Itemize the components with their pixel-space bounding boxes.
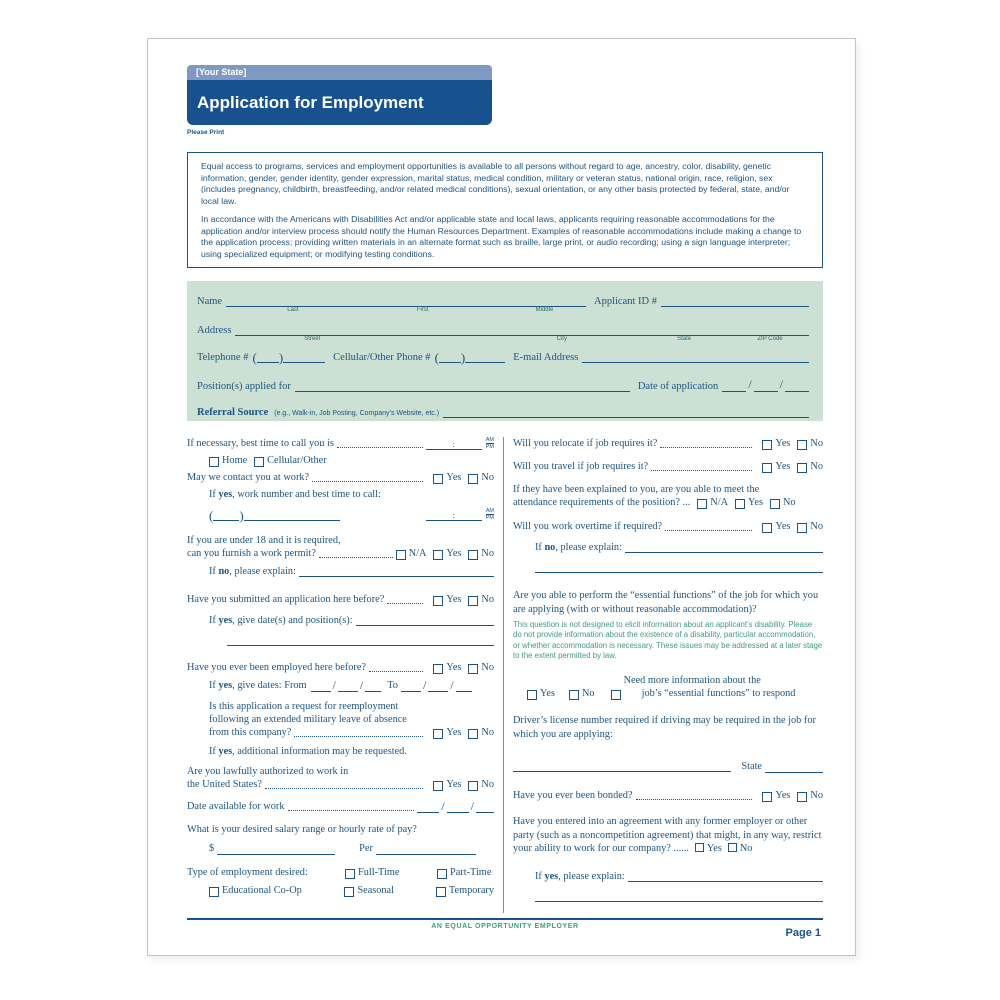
full-time-label: Full-Time (358, 867, 400, 878)
no-checkbox[interactable] (468, 781, 478, 791)
attendance-question-line2 (513, 496, 823, 509)
date-segment[interactable] (311, 680, 331, 692)
date-slash: / (470, 799, 474, 813)
telephone-label: Telephone # (197, 352, 249, 363)
yes-label: Yes (748, 497, 763, 508)
relocate-label: Will you relocate if job requires it? (513, 438, 658, 449)
bonded-label: Have you ever been bonded? (513, 790, 633, 802)
am-label: AM (485, 437, 494, 443)
paren-close: ) (239, 508, 244, 523)
lawfully-authorized-line2 (187, 778, 494, 791)
yes-checkbox[interactable] (762, 523, 772, 533)
date-slash: / (359, 678, 364, 692)
date-segment[interactable] (456, 680, 472, 692)
yes-emphasis: yes (218, 746, 233, 757)
no-label: No (481, 548, 494, 559)
state-tab: [Your State] (187, 65, 492, 80)
no-label: No (481, 662, 494, 673)
name-row (197, 295, 809, 313)
date-available-field[interactable] (417, 800, 494, 813)
date-of-application-field[interactable] (722, 377, 809, 392)
cellular-area-field[interactable] (439, 351, 461, 363)
date-available-question (187, 800, 494, 813)
temporary-label: Temporary (448, 885, 494, 896)
best-time-label: If necessary, best time to call you is (187, 438, 334, 449)
yes-checkbox[interactable] (762, 463, 772, 473)
paren-open: ( (434, 350, 439, 365)
if-yes-explain-text: , please explain: (558, 870, 625, 882)
no-emphasis: no (544, 542, 556, 553)
yes-checkbox[interactable] (695, 843, 704, 852)
paren-open: ( (252, 350, 257, 365)
position-label: Position(s) applied for (197, 381, 291, 392)
seasonal-label: Seasonal (357, 885, 394, 896)
salary-question-label: What is your desired salary range or hourly rate of pay? (187, 824, 417, 835)
address-row (197, 324, 809, 342)
work-number-field[interactable] (244, 509, 340, 521)
yes-emphasis: yes (218, 615, 233, 626)
no-emphasis: no (218, 566, 230, 577)
email-label: E-mail Address (513, 352, 579, 363)
contact-info-panel (187, 281, 823, 421)
if-prefix: If (209, 489, 219, 500)
no-checkbox[interactable] (468, 474, 478, 484)
submitted-before-label: Have you submitted an application here before? (187, 594, 385, 605)
application-form-page (147, 38, 856, 956)
need-more-line1: Need more information about the (623, 675, 761, 687)
reemployment-text-2: following an extended military leave of absence (209, 714, 407, 725)
dates-positions-continuation (227, 645, 494, 647)
license-number-field[interactable] (513, 771, 731, 772)
employed-before-question (187, 661, 494, 674)
cellular-other-label: Cellular/Other (267, 455, 327, 466)
salary-period-field[interactable] (376, 843, 476, 855)
if-yes-explain-row (535, 870, 823, 883)
no-label: No (783, 497, 796, 508)
page-title: Application for Employment (187, 80, 492, 125)
yes-label: Yes (775, 521, 791, 532)
yes-checkbox[interactable] (527, 690, 537, 700)
paren-close: ) (460, 350, 466, 365)
educational-coop-option (187, 884, 344, 897)
need-more-info-text (624, 674, 796, 700)
salary-fields-row (209, 842, 494, 855)
yes-label: Yes (775, 461, 791, 472)
ampm-label (486, 437, 494, 450)
best-time-field[interactable]: : (426, 438, 482, 450)
date-slash: / (450, 678, 454, 692)
if-yes-dates-positions-row (209, 614, 494, 627)
if-prefix: If (535, 870, 545, 882)
yes-emphasis: yes (544, 870, 559, 882)
under-18-question-line2 (187, 547, 494, 560)
full-time-option (345, 866, 437, 879)
yes-label: Yes (775, 790, 791, 802)
if-prefix: If (209, 680, 219, 691)
yes-label: Yes (446, 548, 462, 559)
paren-close: ) (278, 350, 284, 365)
yes-label: Yes (446, 472, 462, 483)
to-date-field[interactable] (401, 679, 472, 692)
no-label: No (481, 727, 494, 738)
date-segment[interactable] (417, 801, 439, 813)
essential-functions-options (513, 674, 823, 700)
address-label: Address (197, 325, 232, 336)
reemployment-line1 (209, 700, 494, 713)
explain-continuation-2 (535, 901, 823, 903)
under-18-text-1: If you are under 18 and it is required, (187, 535, 341, 546)
telephone-field-line[interactable] (283, 351, 325, 363)
if-yes-dates-text: , give dates: From (232, 680, 307, 691)
work-area-field[interactable] (213, 509, 239, 521)
yes-label: Yes (540, 688, 555, 700)
sublabel-state: State (677, 336, 692, 342)
notice-paragraph-2: In accordance with the Americans with Disabilities Act and/or applicable state and local laws, applicants requiring reasonable accommodations for the application and/or interview process should notify the Human Resources Department. Examples of reasonable accommodations include making a change to the application process; providing written materials in an alternate format such as braille, large print, or audio recording; using a sign language interpreter; using specialized equipment; or modifying testing conditions. (201, 213, 802, 260)
date-available-label: Date available for work (187, 801, 285, 812)
no-label: No (481, 472, 494, 483)
dates-positions-field-line[interactable] (356, 625, 494, 626)
yes-checkbox[interactable] (762, 792, 772, 802)
attendance-text-2: attendance requirements of the position? ... (513, 497, 691, 508)
explain-field-line-2[interactable] (535, 901, 823, 902)
employed-before-label: Have you ever been employed here before? (187, 662, 366, 673)
if-yes-work-text: , work number and best time to call: (232, 489, 381, 500)
if-yes-work-number-note (209, 488, 494, 501)
applicant-id-field-line[interactable] (661, 295, 809, 307)
na-label: N/A (408, 548, 427, 559)
reemployment-text-3: from this company? (209, 727, 292, 738)
no-checkbox[interactable] (468, 664, 478, 674)
to-label: To (387, 680, 398, 691)
left-question-column (187, 437, 494, 913)
license-state-field[interactable] (765, 761, 823, 773)
home-label: Home (222, 455, 248, 466)
referral-row (197, 406, 809, 418)
name-field-line[interactable] (226, 295, 586, 313)
referral-source-label: Referral Source (197, 407, 269, 418)
na-checkbox[interactable] (396, 550, 406, 560)
no-label: No (739, 843, 753, 855)
date-segment[interactable] (754, 380, 778, 392)
yes-checkbox[interactable] (433, 781, 443, 791)
explain-continuation (535, 572, 823, 574)
yes-checkbox[interactable] (762, 440, 772, 450)
phone-type-options (209, 454, 494, 467)
yes-checkbox[interactable] (433, 596, 443, 606)
employment-type-row1 (187, 866, 494, 879)
lawfully-authorized-text-2: the United States? (187, 779, 262, 790)
date-slash: / (422, 678, 427, 692)
if-yes-additional-note (209, 745, 494, 758)
yes-checkbox[interactable] (433, 729, 443, 739)
sublabel-zip: ZIP Code (757, 336, 783, 342)
date-segment[interactable] (476, 801, 494, 813)
travel-question (513, 460, 823, 473)
if-yes-give-dates-row (209, 679, 494, 692)
temporary-checkbox[interactable] (436, 887, 446, 897)
lawfully-authorized-line1 (187, 765, 494, 778)
equal-opportunity-text: AN EQUAL OPPORTUNITY EMPLOYER (431, 923, 579, 930)
dot-leader (387, 603, 423, 604)
essential-functions-question: Are you able to perform the “essential functions” of the job for which you are applying (with or without reasonable accommodation)? (513, 590, 819, 615)
name-label: Name (197, 296, 223, 307)
seasonal-option (344, 884, 436, 897)
no-label: No (810, 461, 823, 472)
if-no-explain-text: , please explain: (229, 566, 296, 577)
explain-field-line-2[interactable] (535, 572, 823, 573)
pm-label: PM (485, 444, 494, 450)
travel-label: Will you travel if job requires it? (513, 461, 649, 472)
dot-leader (636, 799, 753, 800)
na-label: N/A (710, 497, 729, 508)
full-time-checkbox[interactable] (345, 869, 355, 879)
phone-row (197, 351, 809, 363)
date-segment[interactable] (447, 801, 469, 813)
dot-leader (369, 671, 423, 672)
best-time-question (187, 437, 494, 450)
date-slash: / (779, 377, 783, 391)
no-checkbox[interactable] (569, 690, 579, 700)
part-time-option (437, 866, 491, 879)
date-of-application-label: Date of application (637, 381, 719, 392)
no-label: No (481, 594, 494, 605)
yes-label: Yes (706, 843, 722, 855)
explain-field-line[interactable] (299, 576, 494, 577)
referral-source-hint: (e.g., Walk-in, Job Posting, Company’s Website, etc.) (274, 410, 440, 417)
attendance-text-1: If they have been explained to you, are you able to meet the (513, 484, 760, 495)
date-segment[interactable] (722, 380, 746, 392)
dollar-sign: $ (209, 843, 215, 854)
sublabel-first: First (416, 307, 429, 313)
no-checkbox[interactable] (468, 596, 478, 606)
no-checkbox[interactable] (728, 843, 737, 852)
if-yes-datepos-text: , give date(s) and position(s): (232, 615, 353, 626)
yes-checkbox[interactable] (433, 474, 443, 484)
yes-emphasis: yes (218, 680, 233, 691)
ampm-label (486, 508, 494, 521)
cellular-label: Cellular/Other Phone # (333, 352, 431, 363)
date-segment[interactable] (428, 680, 448, 692)
footer-rule (187, 918, 823, 920)
sublabel-last: Last (287, 307, 299, 313)
equal-access-notice (187, 152, 823, 268)
sublabel-city: City (556, 336, 567, 342)
na-checkbox[interactable] (697, 499, 707, 509)
no-checkbox[interactable] (797, 440, 807, 450)
work-best-time-field[interactable]: : (426, 509, 482, 521)
no-checkbox[interactable] (770, 499, 780, 509)
explain-field-line[interactable] (628, 881, 823, 882)
lawfully-authorized-text-1: Are you lawfully authorized to work in (187, 766, 349, 777)
yes-checkbox[interactable] (433, 550, 443, 560)
dot-leader (312, 481, 423, 482)
drivers-license-fields (513, 760, 823, 773)
page-number: Page 1 (785, 927, 821, 939)
under-18-question-line1 (187, 534, 494, 547)
no-checkbox[interactable] (797, 463, 807, 473)
temporary-option (436, 884, 494, 897)
address-field-line[interactable] (235, 324, 809, 342)
yes-label: Yes (446, 662, 462, 673)
per-label: Per (359, 843, 373, 854)
noncompete-text: Have you entered into an agreement with any former employer or other party (such as a noncompetition agreement) that might, in any way, restrict your ability to work for our company? ...... (513, 816, 822, 855)
dot-leader (294, 736, 423, 737)
educational-coop-label: Educational Co-Op (222, 885, 302, 896)
dot-leader (660, 447, 752, 448)
need-more-line2: job’s “essential functions” to respond (641, 688, 796, 700)
no-checkbox[interactable] (797, 792, 807, 802)
if-prefix: If (209, 566, 219, 577)
applicant-id-label: Applicant ID # (594, 296, 657, 307)
state-label: State (741, 761, 762, 773)
date-segment[interactable] (785, 380, 809, 392)
contact-at-work-label: May we contact you at work? (187, 472, 310, 483)
date-segment[interactable] (338, 680, 358, 692)
reemployment-text-1: Is this application a request for reemployment (209, 701, 399, 712)
no-label: No (581, 688, 595, 700)
no-checkbox[interactable] (468, 550, 478, 560)
sublabel-middle: Middle (535, 307, 554, 313)
if-prefix: If (209, 615, 219, 626)
relocate-question (513, 437, 823, 450)
dot-leader (665, 530, 752, 531)
drivers-license-question: Driver’s license number required if driving may be required in the job for which you are applying: (513, 715, 816, 740)
right-question-column (503, 437, 823, 913)
contact-at-work-question (187, 471, 494, 484)
dot-leader (337, 447, 423, 448)
paren-open: ( (209, 508, 214, 523)
dot-leader (265, 788, 424, 789)
employment-type-row2 (187, 884, 494, 897)
no-label: No (810, 521, 823, 532)
essential-functions-note: This question is not designed to elicit information about an applicant’s disability. Please do not provide information about the existence of a disability, particular accommodation, or whether accommodation is necessary. These issues may be addressed at a later stage to the extent permitted by law. (513, 620, 823, 660)
yes-checkbox[interactable] (735, 499, 745, 509)
yes-label: Yes (446, 727, 462, 738)
date-slash: / (441, 799, 445, 813)
email-field-line[interactable] (582, 351, 809, 363)
sublabel-street: Street (304, 336, 321, 342)
pm-label: PM (485, 515, 494, 521)
yes-label: Yes (775, 438, 791, 449)
if-prefix: If (535, 542, 545, 553)
date-segment[interactable] (365, 680, 381, 692)
seasonal-checkbox[interactable] (344, 887, 354, 897)
bonded-question (513, 789, 823, 802)
if-yes-additional-text: , additional information may be requested. (232, 746, 407, 757)
position-field-line[interactable] (295, 380, 630, 392)
dot-leader (651, 470, 752, 471)
cellular-other-checkbox[interactable] (254, 457, 264, 467)
noncompete-question (513, 815, 823, 856)
yes-label: Yes (446, 594, 462, 605)
no-checkbox[interactable] (468, 729, 478, 739)
attendance-question-line1 (513, 483, 823, 496)
yes-emphasis: yes (218, 489, 233, 500)
yes-checkbox[interactable] (433, 664, 443, 674)
date-slash: / (332, 678, 336, 692)
position-row (197, 377, 809, 392)
under-18-text-2: can you furnish a work permit? (187, 548, 316, 559)
no-label: No (481, 779, 494, 790)
yes-label: Yes (446, 779, 462, 790)
overtime-question (513, 520, 823, 533)
cellular-field-line[interactable] (465, 351, 505, 363)
if-no-explain-text: , please explain: (555, 542, 622, 553)
part-time-label: Part-Time (450, 867, 492, 878)
no-label: No (810, 790, 823, 802)
educational-coop-checkbox[interactable] (209, 887, 219, 897)
salary-amount-field[interactable] (217, 843, 335, 855)
home-checkbox[interactable] (209, 457, 219, 467)
employment-type-label: Type of employment desired: (187, 867, 308, 878)
work-number-field-row (209, 508, 494, 521)
no-checkbox[interactable] (797, 523, 807, 533)
if-no-explain-row (209, 565, 494, 578)
referral-field-line[interactable] (443, 406, 809, 418)
salary-question (187, 823, 494, 836)
date-slash: / (748, 377, 752, 391)
explain-field-line[interactable] (625, 552, 823, 553)
need-more-info-checkbox[interactable] (611, 690, 621, 700)
date-segment[interactable] (401, 680, 421, 692)
reemployment-line3 (209, 726, 494, 739)
if-prefix: If (209, 746, 219, 757)
from-date-field[interactable] (311, 679, 382, 692)
dot-leader (288, 810, 415, 811)
print-note: Please Print (187, 129, 225, 136)
am-label: AM (485, 508, 494, 514)
part-time-checkbox[interactable] (437, 869, 447, 879)
submitted-before-question (187, 593, 494, 606)
telephone-area-field[interactable] (257, 351, 279, 363)
reemployment-line2 (209, 713, 494, 726)
if-no-explain-row (535, 541, 823, 554)
overtime-label: Will you work overtime if required? (513, 521, 663, 532)
notice-paragraph-1: Equal access to programs, services and employment opportunities is available to all persons without regard to age, ancestry, color, disability, genetic information, gender, gender identity, gender expression, marital status, medical condition, military or veteran status, national origin, race, religion, sex (includes pregnancy, childbirth, breastfeeding, and/or related medical conditions), sexual orientation, or any other basis protected by federal, state, and/or local law. (201, 161, 790, 207)
no-label: No (810, 438, 823, 449)
dot-leader (319, 557, 393, 558)
questions-area (187, 437, 823, 913)
dates-positions-field-line-2[interactable] (227, 645, 494, 646)
